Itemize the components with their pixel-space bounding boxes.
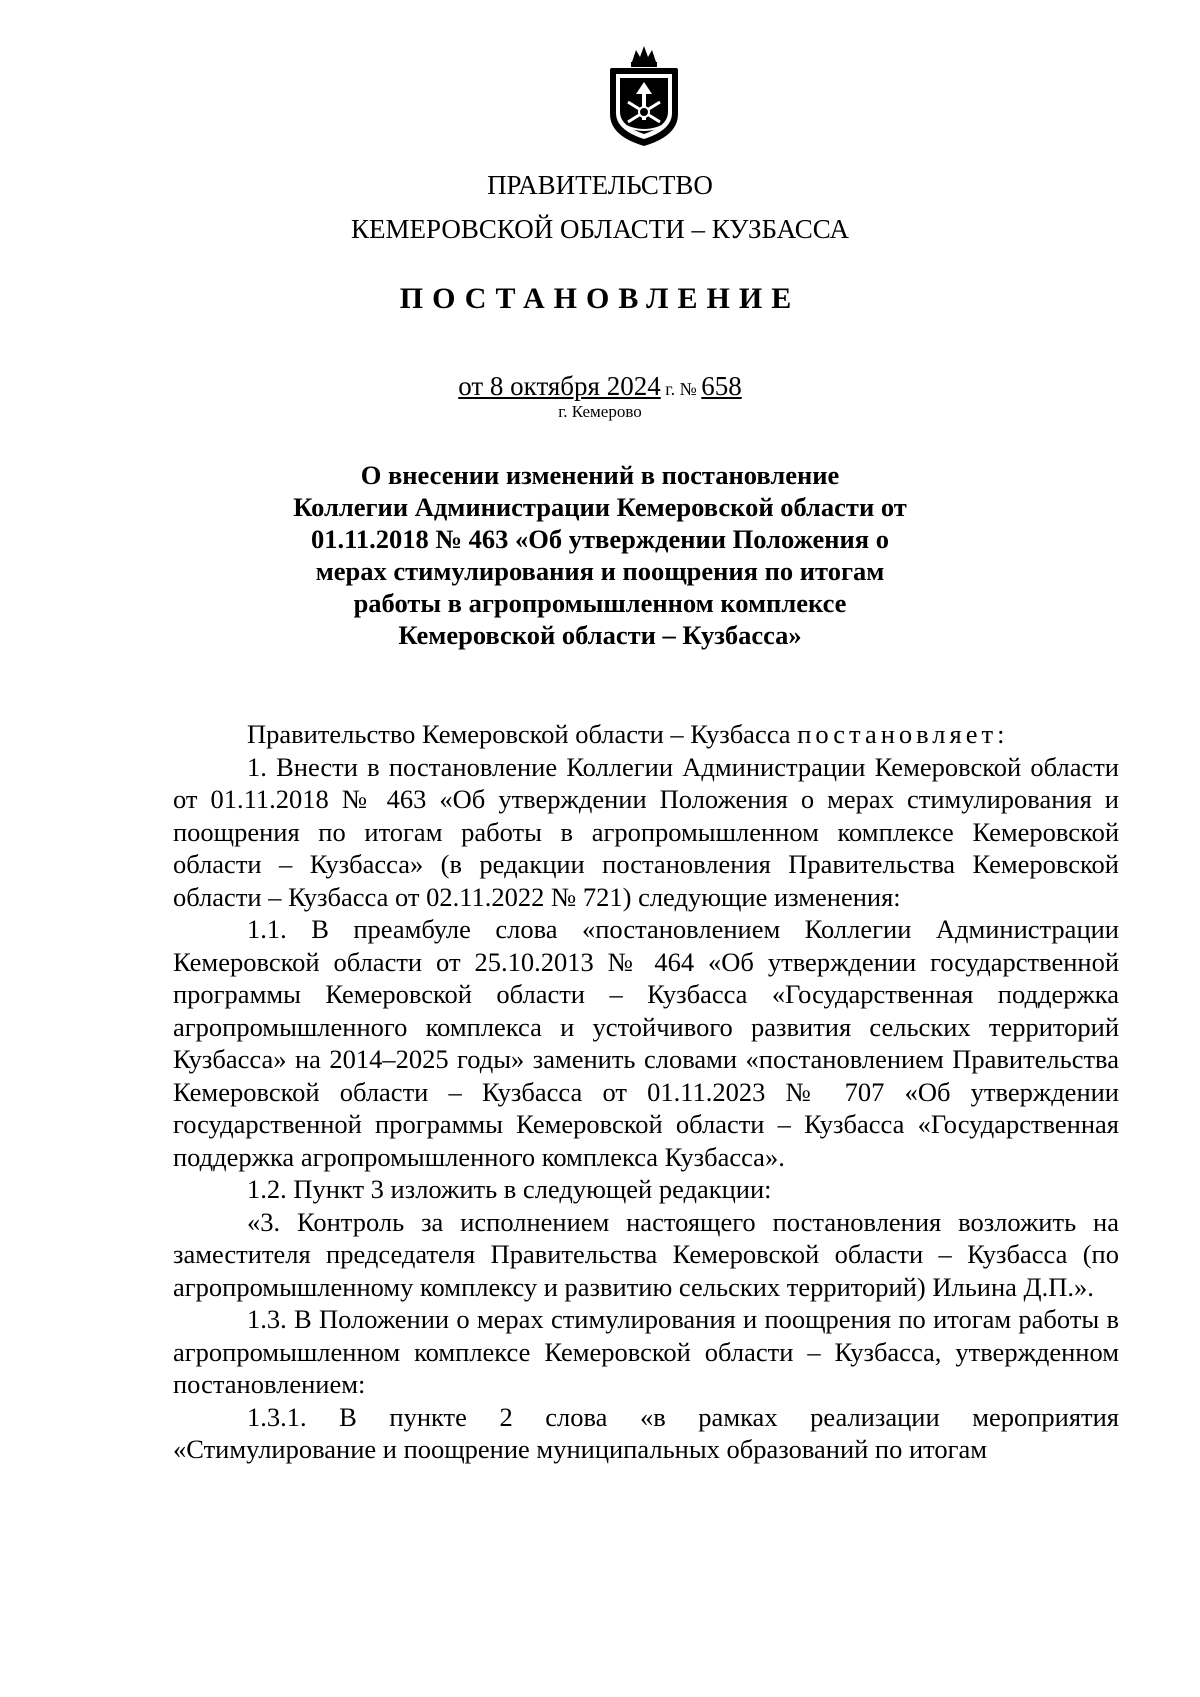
year-suffix: г. bbox=[660, 379, 676, 399]
coat-of-arms-icon bbox=[606, 44, 682, 148]
body-paragraph: 1.1. В преамбуле слова «постановлением Коллегии Администрации Кемеровской области от 25.10.2013 № 464 «Об утверждении государственной программы Кемеровской области – Кузбасса «Государственная поддержка агропромышленного комплекса и устойчивого развития сельских территорий Кузбасса» на 2014–2025 годы» заменить словами «постановлением Правительства Кемеровской области – Кузбасса от 01.11.2023 № 707 «Об утверждении государственной программы Кемеровской области – Кузбасса «Государственная поддержка агропромышленного комплекса Кузбасса». bbox=[173, 914, 1119, 1172]
intro-colon: : bbox=[997, 719, 1005, 749]
decree-title: ПОСТАНОВЛЕНИЕ bbox=[399, 282, 801, 315]
heading-line: 01.11.2018 № 463 «Об утверждении Положения о bbox=[310, 524, 890, 554]
body-paragraph: 1.3. В Положении о мерах стимулирования и поощрения по итогам работы в агропромышленном комплексе Кемеровской области – Кузбасса, утвержденном постановлением: bbox=[173, 1304, 1119, 1399]
intro-spaced-word: постановляет bbox=[797, 719, 998, 749]
body-paragraph: 1.3.1. В пункте 2 слова «в рамках реализации мероприятия «Стимулирование и поощрение муниципальных образований по итогам bbox=[173, 1401, 1119, 1464]
government-name-line1: ПРАВИТЕЛЬСТВО bbox=[487, 170, 713, 200]
heading-line: Коллегии Администрации Кемеровской области от bbox=[293, 492, 907, 522]
body-paragraph: 1.2. Пункт 3 изложить в следующей редакции: bbox=[247, 1174, 772, 1204]
government-name-line2: КЕМЕРОВСКОЙ ОБЛАСТИ – КУЗБАССА bbox=[351, 214, 849, 244]
heading-line: О внесении изменений в постановление bbox=[360, 460, 840, 490]
heading-line: работы в агропромышленном комплексе bbox=[353, 588, 847, 618]
decree-heading bbox=[280, 459, 920, 651]
heading-line: Кемеровской области – Кузбасса» bbox=[398, 620, 802, 650]
decree-city: г. Кемерово bbox=[558, 402, 642, 421]
decree-date: от 8 октября 2024 bbox=[458, 371, 661, 401]
intro-text: Правительство Кемеровской области – Кузбасса bbox=[247, 719, 798, 749]
heading-line: мерах стимулирования и поощрения по итогам bbox=[315, 556, 885, 586]
body-paragraph: 1. Внести в постановление Коллегии Администрации Кемеровской области от 01.11.2018 № 463 «Об утверждении Положения о мерах стимулирования и поощрения по итогам работы в агропромышленном комплексе Кемеровской области – Кузбасса» (в редакции постановления Правительства Кемеровской области – Кузбасса от 02.11.2022 № 721) следующие изменения: bbox=[173, 751, 1119, 912]
body-paragraph: «3. Контроль за исполнением настоящего постановления возложить на заместителя председателя Правительства Кемеровской области – Кузбасса (по агропромышленному комплексу и развитию сельских территорий) Ильина Д.П.». bbox=[173, 1206, 1119, 1302]
decree-number: 658 bbox=[701, 371, 742, 401]
number-sign: № bbox=[675, 379, 702, 399]
decree-date-number bbox=[0, 370, 1200, 405]
decree-body bbox=[173, 718, 1119, 1466]
intro-paragraph bbox=[173, 718, 1119, 751]
